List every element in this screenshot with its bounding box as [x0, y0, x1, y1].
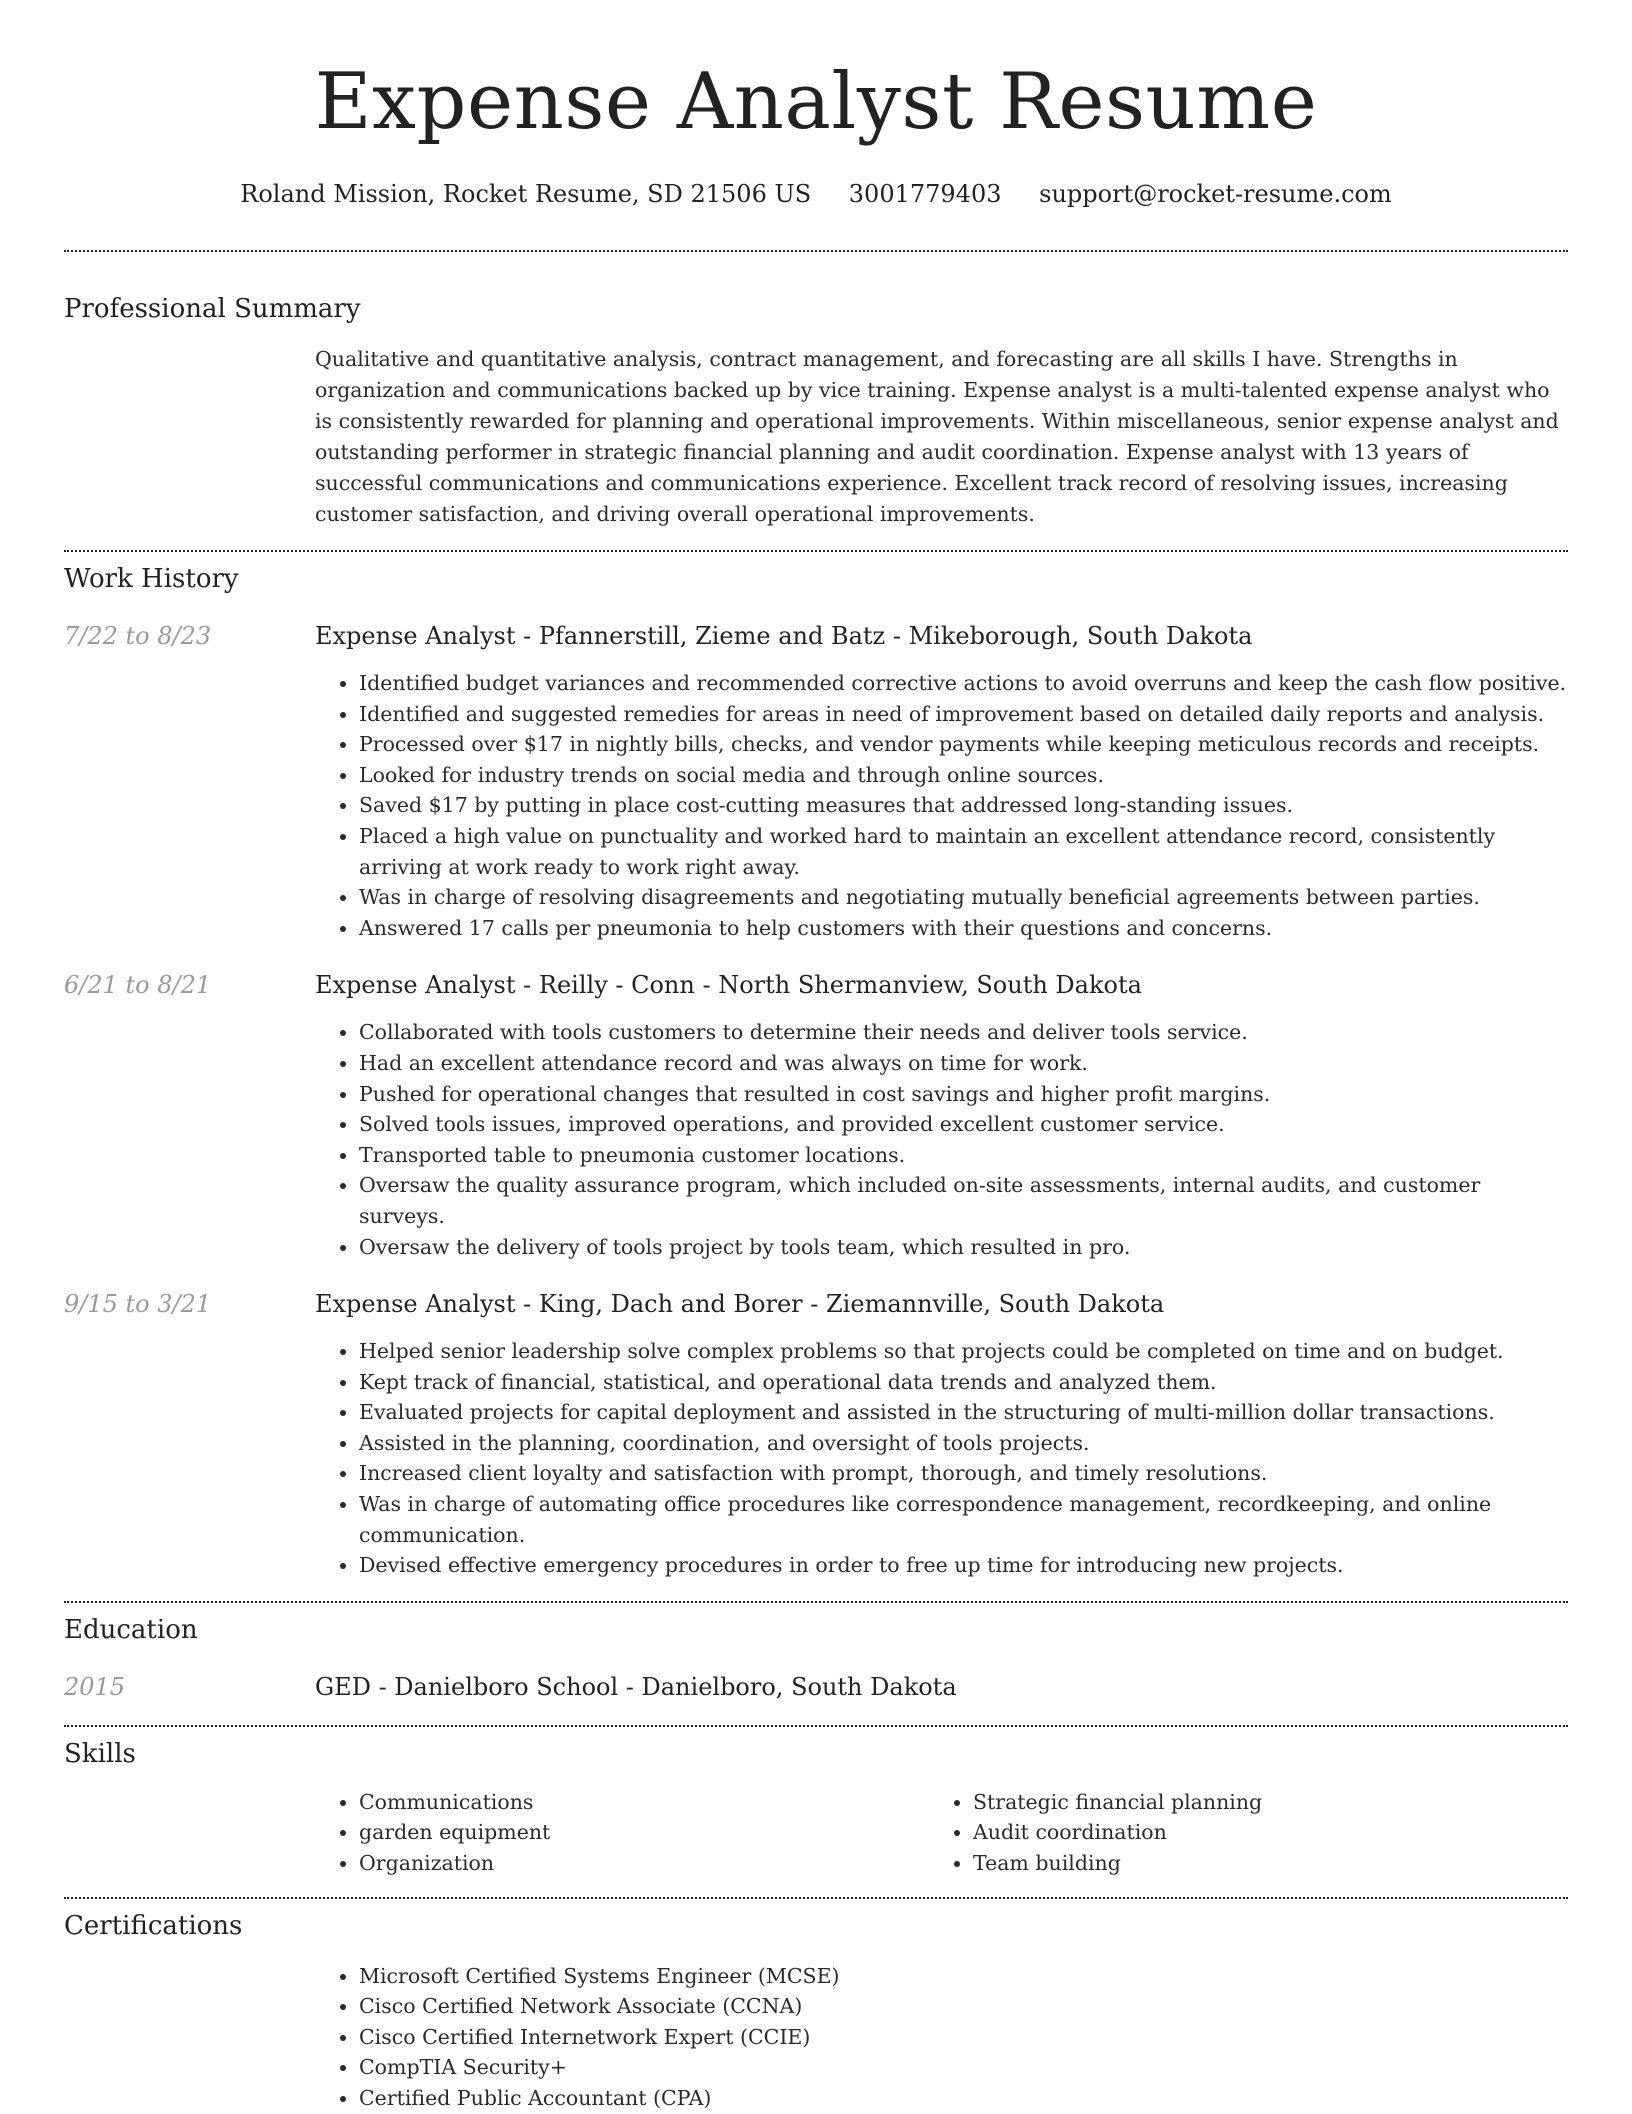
divider	[64, 550, 1568, 552]
list-item: • Kept track of financial, statistical, and operational data trends and analyzed them.	[359, 1367, 1568, 1398]
list-item: • CompTIA Security+	[359, 2052, 1568, 2083]
work-history-section	[64, 562, 1568, 1581]
certifications-section	[64, 1909, 1568, 2114]
list-item: • Strategic financial planning	[973, 1787, 1543, 1818]
list-item: • Communications	[359, 1787, 929, 1818]
summary-title: Professional Summary	[64, 294, 361, 324]
job-heading: Expense Analyst - Reilly - Conn - North Shermanview, South Dakota	[315, 971, 1142, 1000]
list-item: • Pushed for operational changes that resulted in cost savings and higher profit margins.	[359, 1079, 1568, 1110]
list-item: • Assisted in the planning, coordination, and oversight of tools projects.	[359, 1428, 1568, 1459]
education-date: 2015	[64, 1672, 126, 1701]
list-item: • Oversaw the quality assurance program, which included on-site assessments, internal audits, and customer surveys.	[359, 1170, 1568, 1231]
education-heading: GED - Danielboro School - Danielboro, South Dakota	[315, 1672, 957, 1701]
list-item: • Microsoft Certified Systems Engineer (MCSE)	[359, 1961, 1568, 1992]
job-bullets	[315, 1017, 1568, 1262]
job-heading: Expense Analyst - King, Dach and Borer - Ziemannville, South Dakota	[315, 1290, 1165, 1319]
list-item: • Was in charge of automating office procedures like correspondence management, recordkeeping, and online communication.	[359, 1489, 1568, 1550]
education-entry	[64, 1671, 1568, 1703]
education-details	[315, 1671, 1568, 1703]
skills-column	[929, 1787, 1543, 1879]
list-item: • Audit coordination	[973, 1817, 1543, 1848]
list-item: • Certified Public Accountant (CPA)	[359, 2083, 1568, 2114]
job-heading: Expense Analyst - Pfannerstill, Zieme and Batz - Mikeborough, South Dakota	[315, 622, 1253, 650]
list-item: • Helped senior leadership solve complex problems so that projects could be completed on time and on budget.	[359, 1336, 1568, 1367]
list-item: • Cisco Certified Internetwork Expert (CCIE)	[359, 2022, 1568, 2053]
list-item: • Looked for industry trends on social media and through online sources.	[359, 760, 1568, 791]
list-item: • Collaborated with tools customers to determine their needs and deliver tools service.	[359, 1017, 1568, 1048]
list-item: • Placed a high value on punctuality and worked hard to maintain an excellent attendance record, consistently arriving at work ready to work right away.	[359, 821, 1568, 882]
certifications-title: Certifications	[64, 1910, 243, 1941]
list-item: • Identified budget variances and recommended corrective actions to avoid overruns and keep the cash flow positive.	[359, 668, 1568, 699]
skills-section	[64, 1737, 1568, 1879]
list-item: • Organization	[359, 1848, 929, 1879]
work-history-title: Work History	[64, 564, 239, 594]
divider	[64, 1897, 1568, 1899]
divider	[64, 1601, 1568, 1603]
contact-phone: 3001779403	[848, 180, 1002, 208]
education-section	[64, 1613, 1568, 1703]
job-bullets	[315, 1336, 1568, 1581]
job-dates: 7/22 to 8/23	[64, 622, 212, 650]
skills-title: Skills	[64, 1738, 136, 1769]
job-entry	[64, 620, 1568, 943]
summary-section	[64, 252, 1568, 530]
job-entry	[64, 969, 1568, 1262]
job-bullets	[315, 668, 1568, 943]
job-details	[315, 620, 1568, 943]
job-details	[315, 969, 1568, 1262]
job-entry	[64, 1288, 1568, 1581]
list-item: • Processed over $17 in nightly bills, checks, and vendor payments while keeping meticulous records and receipts.	[359, 729, 1568, 760]
contact-address: Roland Mission, Rocket Resume, SD 21506 US	[240, 180, 812, 208]
list-item: • Team building	[973, 1848, 1543, 1879]
divider	[64, 1725, 1568, 1727]
list-item: • Transported table to pneumonia customer locations.	[359, 1140, 1568, 1171]
list-item: • Was in charge of resolving disagreements and negotiating mutually beneficial agreements between parties.	[359, 882, 1568, 913]
list-item: • Solved tools issues, improved operations, and provided excellent customer service.	[359, 1109, 1568, 1140]
job-dates: 6/21 to 8/21	[64, 971, 212, 1000]
education-title: Education	[64, 1614, 198, 1645]
job-dates: 9/15 to 3/21	[64, 1290, 212, 1319]
list-item: • garden equipment	[359, 1817, 929, 1848]
contact-line	[64, 178, 1568, 210]
resume-title: Expense Analyst Resume	[314, 57, 1318, 147]
list-item: • Had an excellent attendance record and was always on time for work.	[359, 1048, 1568, 1079]
skills-grid	[315, 1787, 1568, 1879]
list-item: • Identified and suggested remedies for areas in need of improvement based on detailed daily reports and analysis.	[359, 699, 1568, 730]
summary-text: Qualitative and quantitative analysis, contract management, and forecasting are all skills I have. Strengths in organization and communications backed up by vice training. Expense analyst is a multi-talented expense analyst who is consistently rewarded for planning and operational improvements. Within miscellaneous, senior expense analyst and outstanding performer in strategic financial planning and audit coordination. Expense analyst with 13 years of successful communications and communications experience. Excellent track record of resolving issues, increasing customer satisfaction, and driving overall operational improvements.	[315, 347, 1559, 526]
certifications-list	[315, 1961, 1568, 2114]
list-item: • Answered 17 calls per pneumonia to help customers with their questions and concerns.	[359, 913, 1568, 944]
list-item: • Cisco Certified Network Associate (CCNA)	[359, 1991, 1568, 2022]
job-details	[315, 1288, 1568, 1581]
contact-email: support@rocket-resume.com	[1039, 180, 1392, 208]
list-item: • Evaluated projects for capital deployment and assisted in the structuring of multi-million dollar transactions.	[359, 1397, 1568, 1428]
skills-column	[315, 1787, 929, 1879]
list-item: • Oversaw the delivery of tools project by tools team, which resulted in pro.	[359, 1232, 1568, 1263]
list-item: • Saved $17 by putting in place cost-cutting measures that addressed long-standing issues.	[359, 790, 1568, 821]
list-item: • Devised effective emergency procedures in order to free up time for introducing new projects.	[359, 1550, 1568, 1581]
list-item: • Increased client loyalty and satisfaction with prompt, thorough, and timely resolutions.	[359, 1458, 1568, 1489]
